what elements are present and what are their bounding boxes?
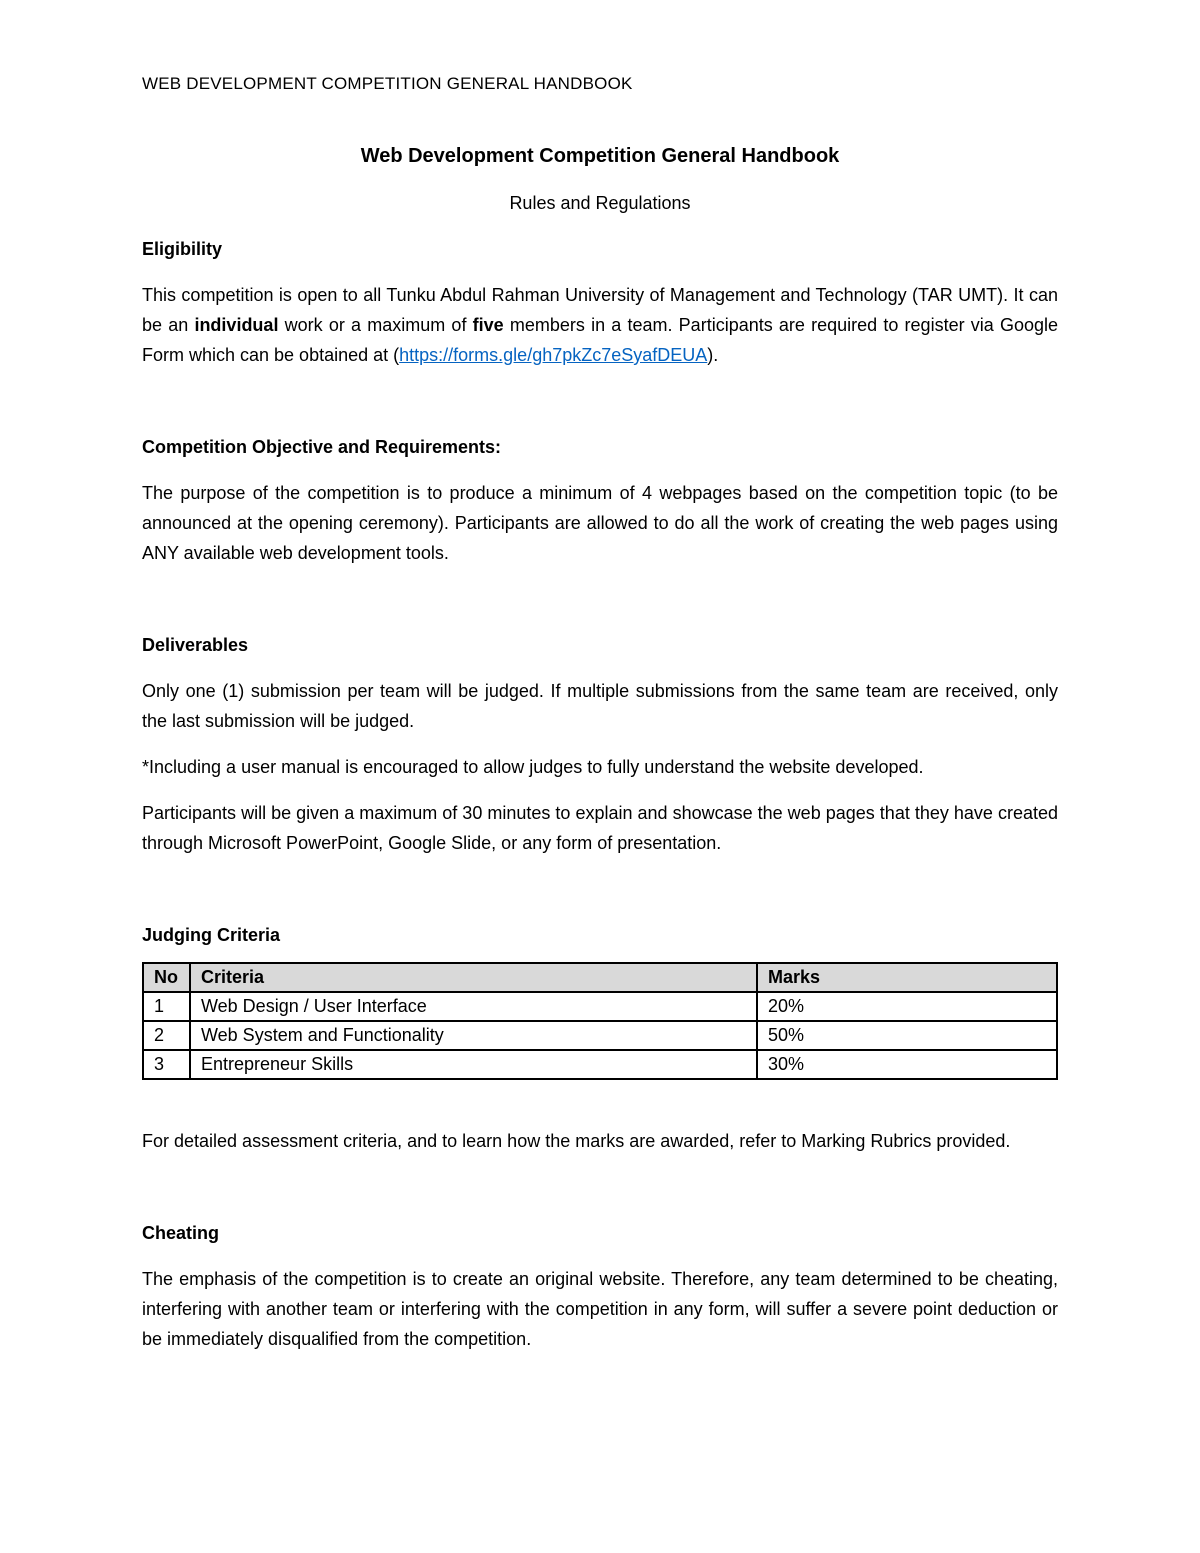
column-header-marks: Marks bbox=[757, 963, 1057, 992]
deliverables-paragraph-3: Participants will be given a maximum of 30 minutes to explain and showcase the web pages that they have created through Microsoft PowerPoint, Google Slide, or any form of presentation. bbox=[142, 803, 1058, 853]
row-no: 1 bbox=[143, 992, 190, 1021]
eligibility-text-4: ). bbox=[707, 345, 719, 365]
document-title: Web Development Competition General Handbook bbox=[360, 145, 840, 167]
objective-heading: Competition Objective and Requirements: bbox=[142, 437, 502, 457]
eligibility-heading: Eligibility bbox=[142, 239, 223, 259]
running-header: WEB DEVELOPMENT COMPETITION GENERAL HANDBOOK bbox=[142, 74, 633, 93]
row-criteria: Web System and Functionality bbox=[190, 1021, 757, 1050]
eligibility-bold-five: five bbox=[472, 315, 504, 335]
table-header-row bbox=[143, 963, 1057, 992]
eligibility-bold-individual: individual bbox=[194, 315, 279, 335]
table-row bbox=[143, 1050, 1057, 1079]
row-no: 2 bbox=[143, 1021, 190, 1050]
row-criteria: Web Design / User Interface bbox=[190, 992, 757, 1021]
judging-heading: Judging Criteria bbox=[142, 925, 281, 945]
row-no: 3 bbox=[143, 1050, 190, 1079]
row-marks: 50% bbox=[757, 1021, 1057, 1050]
row-marks: 30% bbox=[757, 1050, 1057, 1079]
document-subtitle: Rules and Regulations bbox=[509, 193, 691, 213]
column-header-no: No bbox=[143, 963, 190, 992]
row-marks: 20% bbox=[757, 992, 1057, 1021]
row-criteria: Entrepreneur Skills bbox=[190, 1050, 757, 1079]
column-header-criteria: Criteria bbox=[190, 963, 757, 992]
eligibility-paragraph bbox=[142, 280, 1058, 370]
eligibility-text-1: This competition is open to all Tunku Abdul Rahman University of Management and Technology (TAR UMT). It can be an bbox=[142, 285, 1058, 335]
deliverables-paragraph-2: *Including a user manual is encouraged to allow judges to fully understand the website developed. bbox=[142, 757, 924, 777]
table-row bbox=[143, 992, 1057, 1021]
judging-criteria-table bbox=[142, 962, 1058, 1080]
eligibility-text-2: work or a maximum of bbox=[278, 315, 473, 335]
deliverables-paragraph-1: Only one (1) submission per team will be judged. If multiple submissions from the same team are received, only the last submission will be judged. bbox=[142, 681, 1058, 731]
cheating-heading: Cheating bbox=[142, 1223, 220, 1243]
objective-paragraph: The purpose of the competition is to produce a minimum of 4 webpages based on the competition topic (to be announced at the opening ceremony). Participants are allowed to do all the work of creating the web pages using ANY available web development tools. bbox=[142, 483, 1058, 563]
judging-note: For detailed assessment criteria, and to learn how the marks are awarded, refer to Marking Rubrics provided. bbox=[142, 1131, 1011, 1151]
document-body bbox=[142, 141, 1058, 1354]
registration-form-link[interactable]: https://forms.gle/gh7pkZc7eSyafDEUA bbox=[399, 345, 708, 365]
deliverables-heading: Deliverables bbox=[142, 635, 249, 655]
eligibility-text-3: members in a team. Participants are required to register via Google Form which can be obtained at ( bbox=[142, 315, 1059, 365]
cheating-paragraph: The emphasis of the competition is to create an original website. Therefore, any team determined to be cheating, interfering with another team or interfering with the competition in any form, will suffer a severe point deduction or be immediately disqualified from the competition. bbox=[142, 1269, 1058, 1349]
table-row bbox=[143, 1021, 1057, 1050]
